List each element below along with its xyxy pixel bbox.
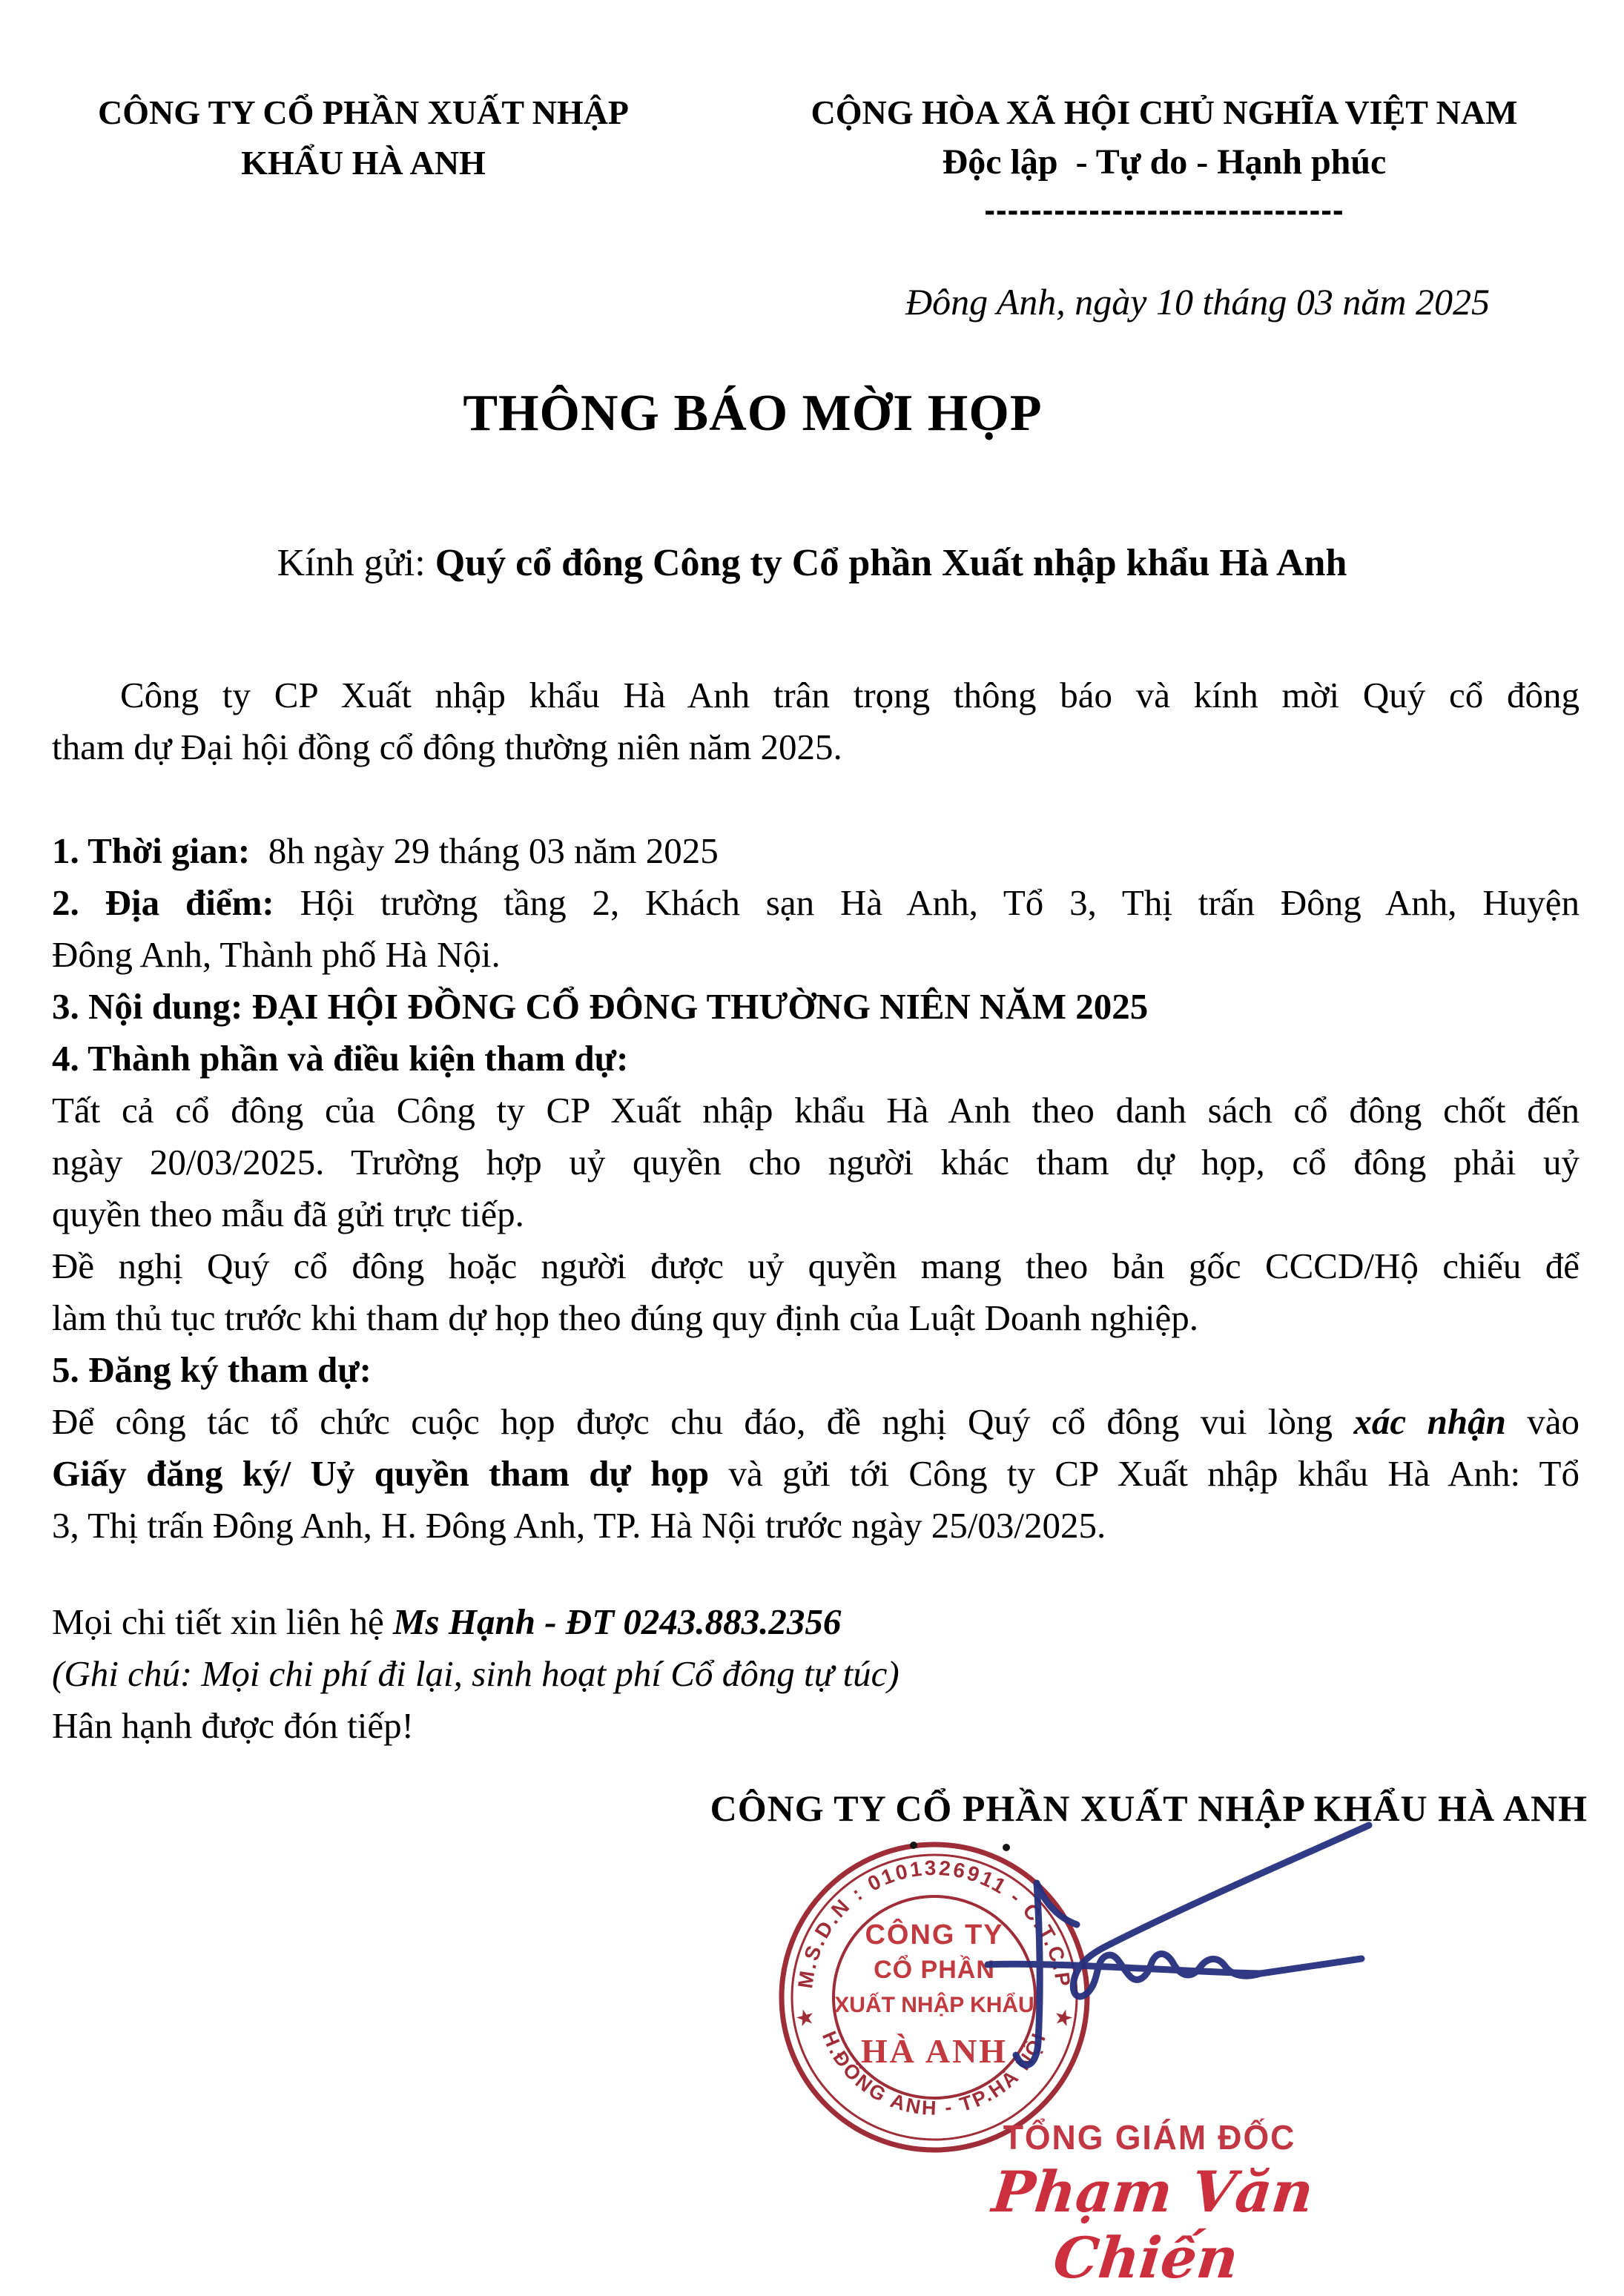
company-name-line1: CÔNG TY CỔ PHẦN XUẤT NHẬP xyxy=(97,93,629,131)
header-company-block xyxy=(30,87,697,188)
document-body xyxy=(52,669,1580,1752)
text-line: 3. Nội dung: ĐẠI HỘI ĐỒNG CỔ ĐÔNG THƯỜNG NIÊN NĂM 2025 xyxy=(52,986,1149,1027)
text-line: Tất cả cổ đông của Công ty CP Xuất nhập khẩu Hà Anh theo danh sách cổ đông chốt đến xyxy=(52,1090,1580,1131)
text-line: Đông Anh, Thành phố Hà Nội. xyxy=(52,934,501,975)
item-participants-para2 xyxy=(52,1240,1580,1344)
text-line: Mọi chi tiết xin liên hệ Ms Hạnh - ĐT 0243.883.2356 xyxy=(52,1601,842,1642)
item-registration-para xyxy=(52,1396,1580,1552)
text-line: 2. Địa điểm: Hội trường tầng 2, Khách sạn Hà Anh, Tổ 3, Thị trấn Đông Anh, Huyện xyxy=(52,882,1580,923)
text-line: Hân hạnh được đón tiếp! xyxy=(52,1705,414,1746)
closing-line xyxy=(52,1700,1580,1752)
text-line: (Ghi chú: Mọi chi phí đi lại, sinh hoạt phí Cổ đông tự túc) xyxy=(52,1653,900,1694)
stamp-bottom-arc-text: H.ĐÔNG ANH - TP.HÀ NỘI xyxy=(817,2028,1052,2120)
header-national-block xyxy=(734,87,1594,228)
item-location xyxy=(52,877,1580,981)
item-participants-para1 xyxy=(52,1085,1580,1240)
text-line: tham dự Đại hội đồng cổ đông thường niên năm 2025. xyxy=(52,727,842,767)
motto-divider: ------------------------------- xyxy=(984,192,1344,228)
item-content xyxy=(52,981,1580,1033)
text-line: Công ty CP Xuất nhập khẩu Hà Anh trân trọng thông báo và kính mời Quý cổ đông xyxy=(120,675,1580,715)
text-line: 4. Thành phần và điều kiện tham dự: xyxy=(52,1038,629,1079)
signer-role: TỔNG GIÁM ĐỐC xyxy=(1003,2118,1296,2157)
item-registration-heading xyxy=(52,1344,1580,1396)
salutation: Kính gửi: Quý cổ đông Công ty Cổ phần Xuất nhập khẩu Hà Anh xyxy=(277,542,1347,584)
dateline: Đông Anh, ngày 10 tháng 03 năm 2025 xyxy=(905,281,1490,322)
item-participants-heading xyxy=(52,1033,1580,1085)
signature-company-heading: CÔNG TY CỔ PHẦN XUẤT NHẬP KHẨU HÀ ANH xyxy=(710,1787,1588,1829)
stamp-top-arc-text: M.S.D.N : 0101326911 - C.T.C.P xyxy=(793,1856,1075,1990)
signer-name: Phạm Văn Chiến xyxy=(989,2159,1317,2291)
company-name-line2: KHẨU HÀ ANH xyxy=(241,144,486,182)
stamp-center-line1: CÔNG TY xyxy=(865,1919,1004,1951)
national-motto-line1: CỘNG HÒA XÃ HỘI CHỦ NGHĨA VIỆT NAM xyxy=(811,93,1518,131)
item-time xyxy=(52,825,1580,877)
text-line: 1. Thời gian: 8h ngày 29 tháng 03 năm 2025 xyxy=(52,830,719,871)
note-line xyxy=(52,1648,1580,1700)
company-stamp xyxy=(777,1840,1092,2154)
signature-stroke-diagonal xyxy=(1073,1825,1369,1996)
text-line: Để công tác tổ chức cuộc họp được chu đáo, đề nghị Quý cổ đông vui lòng xác nhận vào xyxy=(52,1401,1580,1442)
page-title: THÔNG BÁO MỜI HỌP xyxy=(463,385,1043,442)
stamp-star-left-icon: ★ xyxy=(793,2004,816,2031)
stamp-center-line2: CỔ PHẦN xyxy=(874,1956,995,1984)
stamp-center-line4: HÀ ANH xyxy=(860,2032,1009,2070)
text-line: 3, Thị trấn Đông Anh, H. Đông Anh, TP. Hà Nội trước ngày 25/03/2025. xyxy=(52,1505,1106,1546)
intro-paragraph xyxy=(52,669,1580,773)
text-line: ngày 20/03/2025. Trường hợp uỷ quyền cho người khác tham dự họp, cổ đông phải uỷ xyxy=(52,1142,1580,1182)
text-line: quyền theo mẫu đã gửi trực tiếp. xyxy=(52,1194,524,1234)
text-line: 5. Đăng ký tham dự: xyxy=(52,1349,372,1390)
text-line: Đề nghị Quý cổ đông hoặc người được uỷ quyền mang theo bản gốc CCCD/Hộ chiếu để xyxy=(52,1245,1580,1286)
stamp-center-line3: XUẤT NHẬP KHẨU xyxy=(834,1993,1034,2017)
text-line: làm thủ tục trước khi tham dự họp theo đúng quy định của Luật Doanh nghiệp. xyxy=(52,1297,1199,1338)
stamp-svg xyxy=(777,1840,1092,2154)
contact-line xyxy=(52,1596,1580,1648)
stamp-star-right-icon: ★ xyxy=(1052,2004,1075,2031)
text-line: Giấy đăng ký/ Uỷ quyền tham dự họp và gửi tới Công ty CP Xuất nhập khẩu Hà Anh: Tổ xyxy=(52,1453,1580,1494)
national-motto-line2: Độc lập - Tự do - Hạnh phúc xyxy=(942,142,1387,182)
